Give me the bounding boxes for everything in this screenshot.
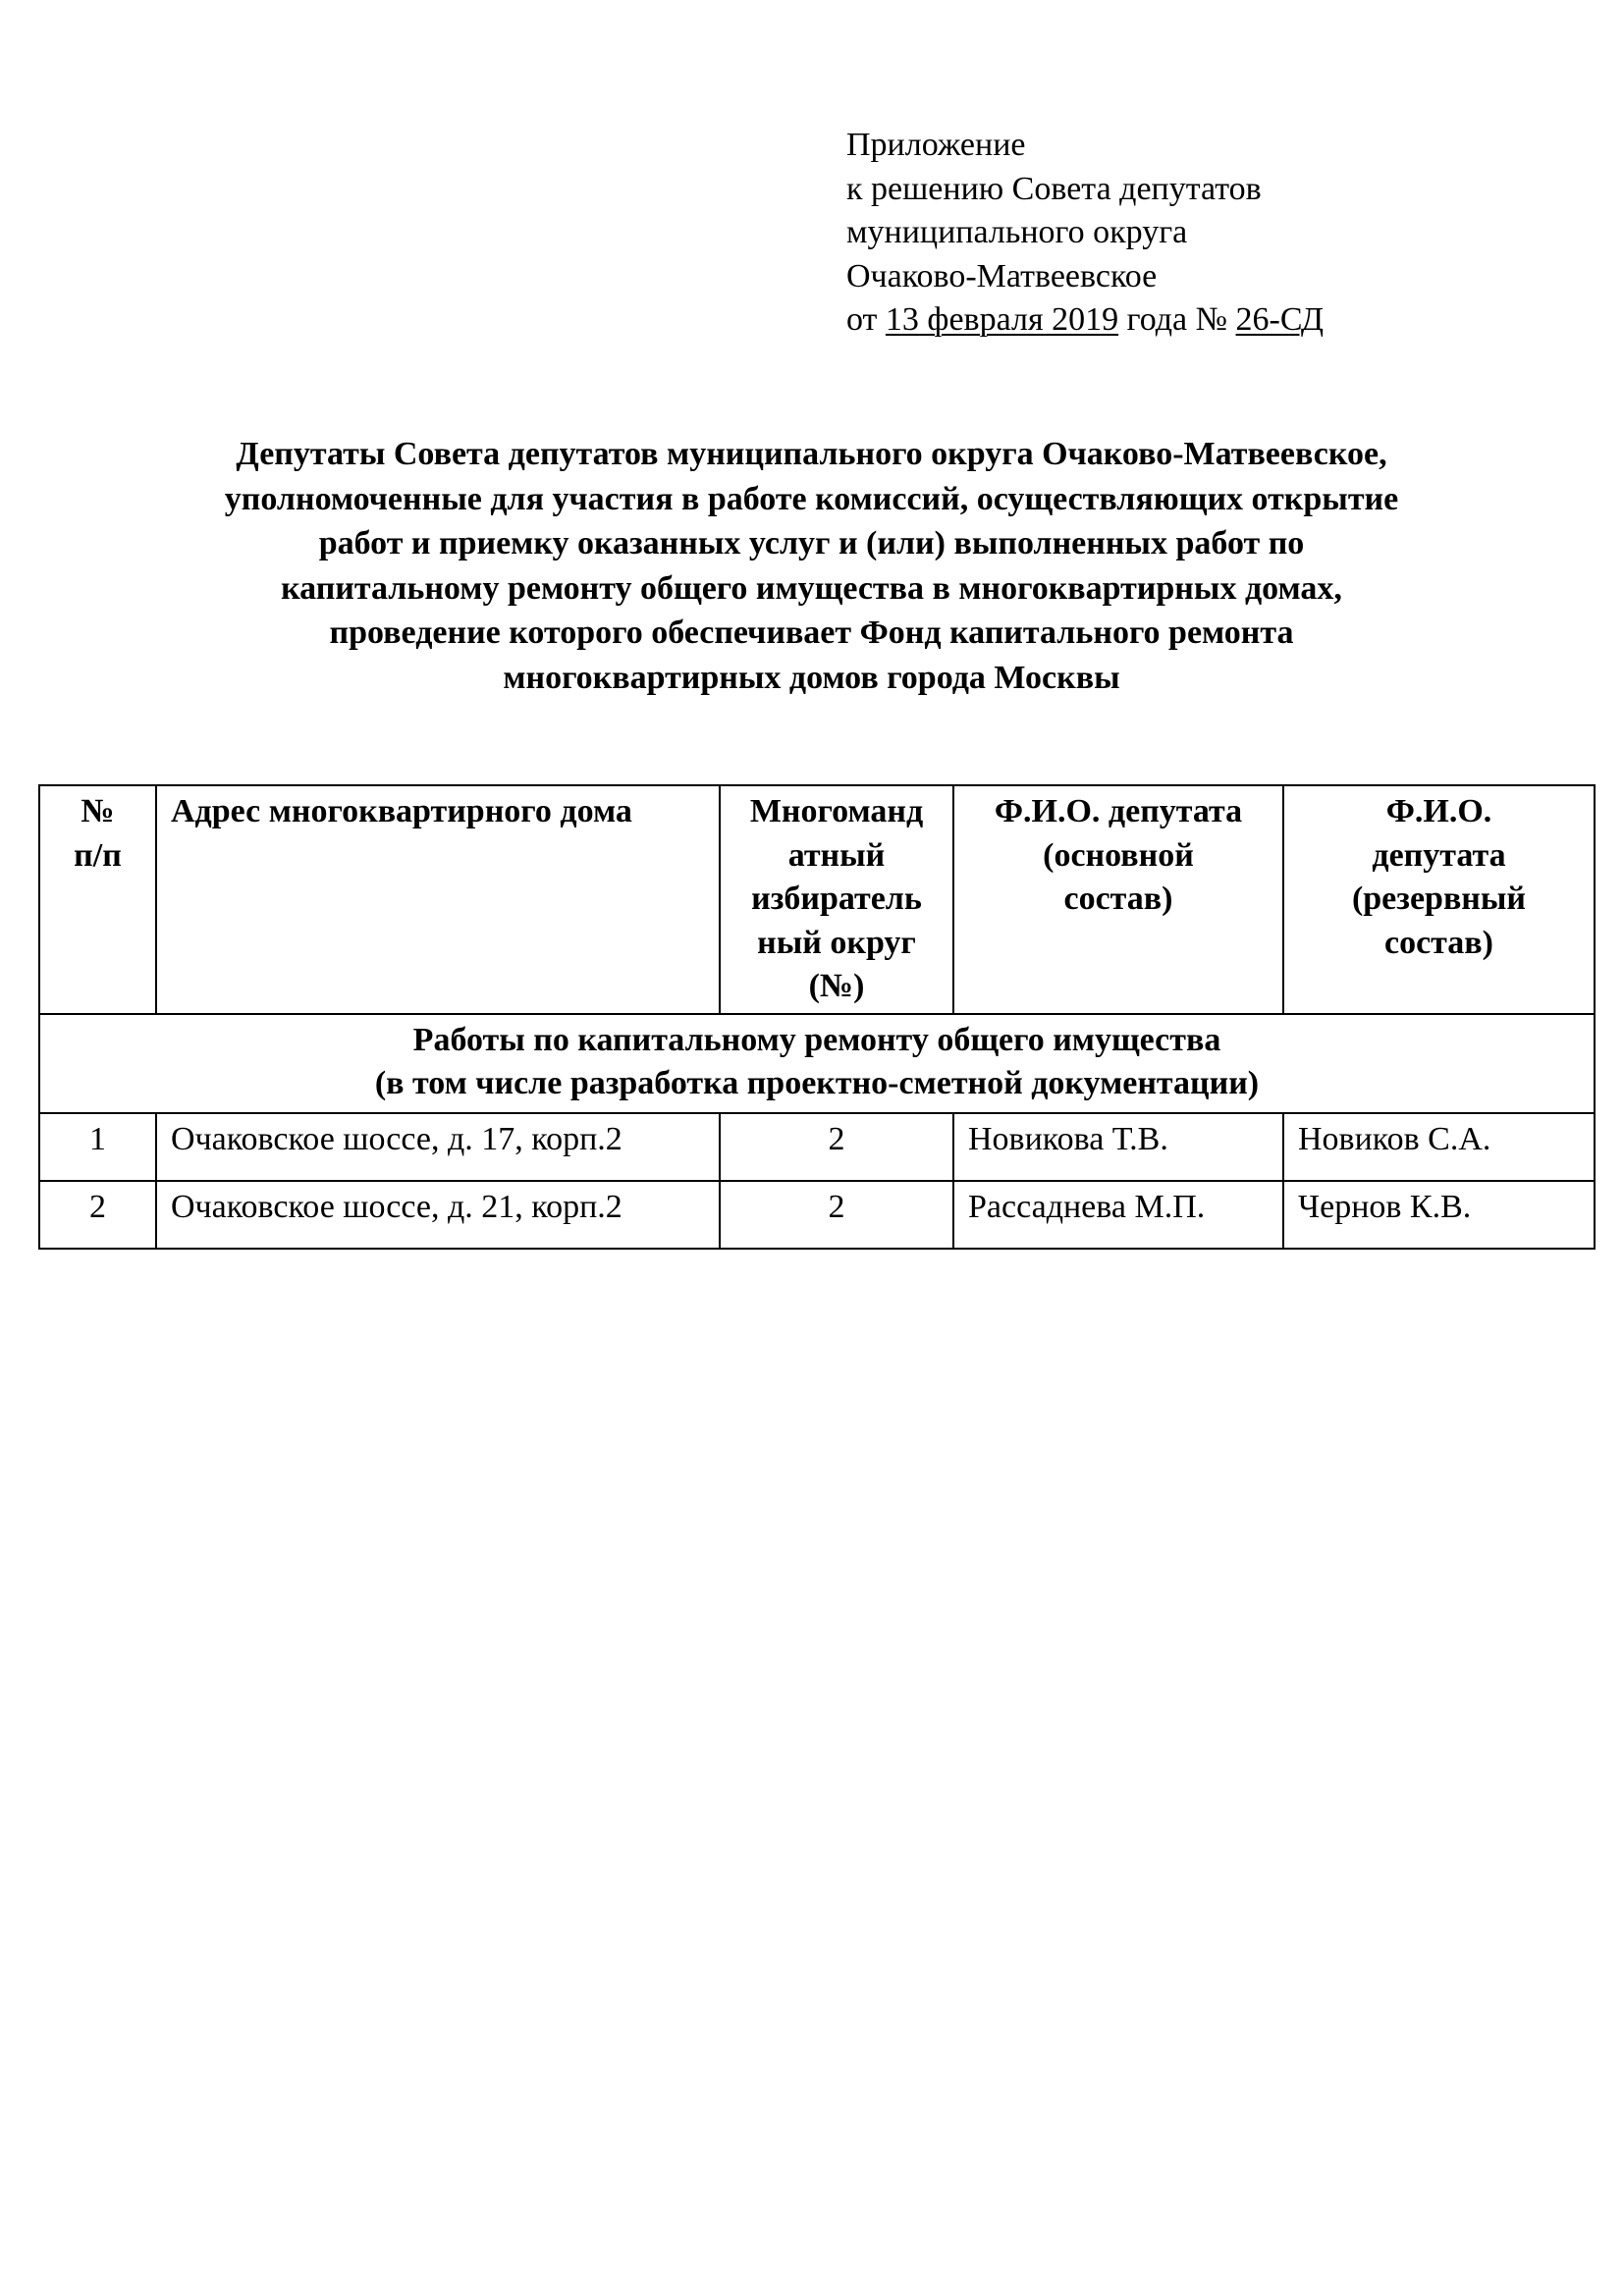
- header-text: (основной: [1043, 836, 1194, 874]
- cell-district: 2: [720, 1113, 953, 1181]
- section-heading: [39, 1014, 1595, 1113]
- header-text: Многоманд: [749, 793, 924, 829]
- header-text: атный: [787, 836, 886, 874]
- deputies-table: [38, 784, 1596, 1250]
- title-line: работ и приемку оказанных услуг и (или) выполненных работ по: [318, 525, 1305, 561]
- header-text: Ф.И.О.: [1385, 793, 1492, 829]
- title-line: капитальному ремонту общего имущества в многоквартирных домах,: [281, 569, 1342, 607]
- cell-address: Очаковское шоссе, д. 21, корп.2: [156, 1181, 720, 1249]
- header-number: [39, 785, 156, 1014]
- section-line: (в том числе разработка проектно-сметной документации): [374, 1065, 1260, 1101]
- header-text: депутата: [1372, 836, 1506, 874]
- header-text: Ф.И.О. депутата: [994, 793, 1243, 829]
- section-line: Работы по капитальному ремонту общего имущества: [412, 1021, 1221, 1058]
- appendix-decision: к решению Совета депутатов: [846, 170, 1262, 207]
- decision-date: 13 февраля 2019: [885, 301, 1119, 338]
- section-row: [39, 1014, 1595, 1113]
- header-reserve-deputy: [1283, 785, 1595, 1014]
- header-text: №: [81, 793, 115, 829]
- appendix-label: Приложение: [846, 127, 1026, 163]
- title-line: уполномоченные для участия в работе комиссий, осуществляющих открытие: [224, 480, 1399, 517]
- cell-number: 2: [39, 1181, 156, 1249]
- header-text: п/п: [74, 836, 122, 874]
- title-line: Депутаты Совета депутатов муниципального округа Очаково-Матвеевское,: [236, 436, 1387, 472]
- header-text: (резервный: [1351, 881, 1527, 917]
- header-address: Адрес многоквартирного дома: [156, 785, 720, 1014]
- table-row: [39, 1181, 1595, 1249]
- header-text: (№): [808, 968, 865, 1004]
- cell-number: 1: [39, 1113, 156, 1181]
- header-main-deputy: [953, 785, 1283, 1014]
- document-title: [0, 432, 1623, 700]
- header-district: [720, 785, 953, 1014]
- date-prefix: от: [846, 301, 878, 338]
- cell-main-deputy: Рассаднева М.П.: [953, 1181, 1283, 1249]
- date-suffix: года №: [1126, 301, 1228, 338]
- header-text: ный округ: [757, 924, 916, 961]
- decision-number: 26-СД: [1235, 301, 1325, 338]
- cell-district: 2: [720, 1181, 953, 1249]
- cell-reserve-deputy: Новиков С.А.: [1283, 1113, 1595, 1181]
- title-line: многоквартирных домов города Москвы: [503, 659, 1120, 696]
- cell-main-deputy: Новикова Т.В.: [953, 1113, 1283, 1181]
- title-line: проведение которого обеспечивает Фонд капитального ремонта: [329, 614, 1294, 651]
- cell-reserve-deputy: Чернов К.В.: [1283, 1181, 1595, 1249]
- appendix-municipal: муниципального округа: [846, 214, 1188, 250]
- appendix-date-line: [846, 298, 1324, 343]
- table-row: [39, 1113, 1595, 1181]
- header-text: состав): [1384, 924, 1493, 961]
- cell-address: Очаковское шоссе, д. 17, корп.2: [156, 1113, 720, 1181]
- appendix-block: [846, 124, 1324, 343]
- appendix-district-name: Очаково-Матвеевское: [846, 257, 1158, 294]
- header-text: избиратель: [751, 881, 922, 917]
- table-header-row: [39, 785, 1595, 1014]
- header-text: состав): [1063, 881, 1173, 917]
